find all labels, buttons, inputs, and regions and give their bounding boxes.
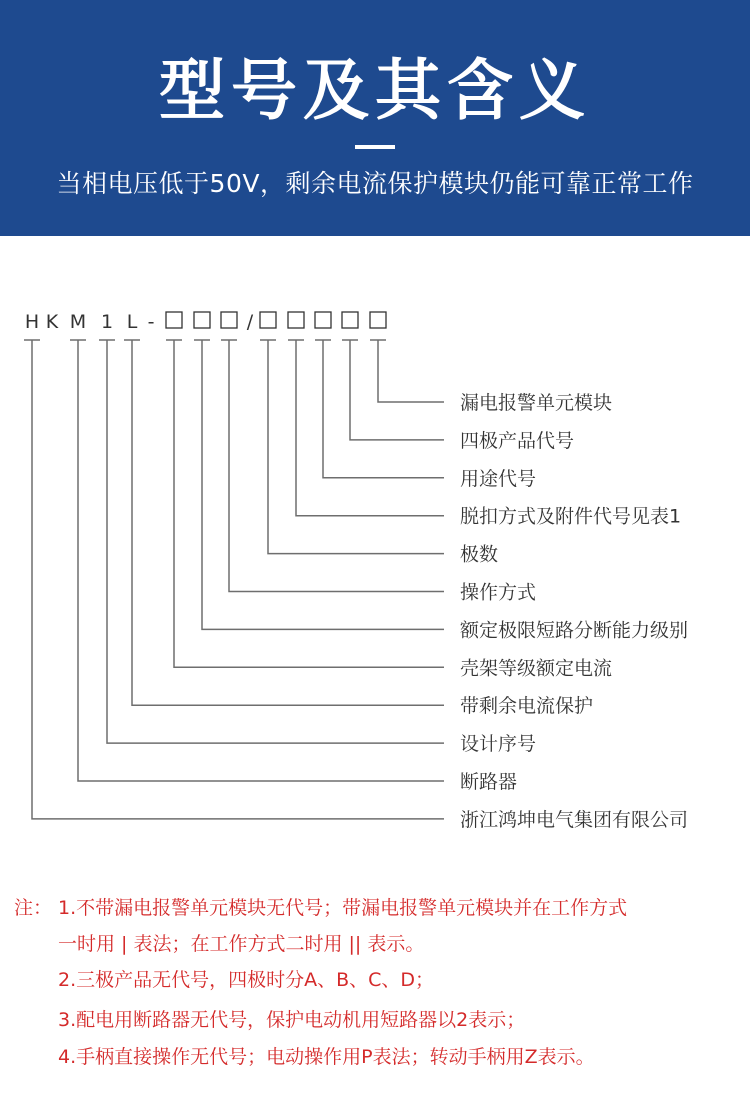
meaning-label: 极数 (460, 543, 499, 566)
note-line-1: 1.不带漏电报警单元模块无代号；带漏电报警单元模块并在工作方式 (58, 897, 628, 919)
code-placeholder-box (315, 312, 331, 328)
meaning-label: 断路器 (460, 771, 518, 793)
note-line-1-continued: 一时用 | 表法；在工作方式二时用 || 表示。 (58, 933, 425, 955)
code-character: L (126, 311, 138, 333)
note-line-4: 4.手柄直接操作无代号；电动操作用P表法；转动手柄用Z表示。 (58, 1046, 595, 1068)
page-title: 型号及其含义 (159, 52, 591, 129)
connector-line (378, 340, 444, 402)
code-character: - (147, 311, 155, 333)
connector-line (323, 340, 444, 478)
code-character: / (246, 311, 254, 333)
meaning-label: 设计序号 (460, 733, 537, 756)
model-code-row (25, 311, 386, 333)
meaning-label: 操作方式 (460, 581, 537, 604)
meaning-label: 漏电报警单元模块 (460, 392, 613, 414)
code-placeholder-box (166, 312, 182, 328)
connector-line (296, 340, 444, 516)
connector-line (174, 340, 444, 667)
connector-line (132, 340, 444, 705)
code-character: K (45, 311, 59, 333)
connector-line (350, 340, 444, 440)
connector-line (268, 340, 444, 554)
header-banner (0, 0, 750, 236)
meaning-label: 浙江鸿坤电气集团有限公司 (460, 808, 689, 831)
meaning-label: 四极产品代号 (460, 429, 575, 452)
code-placeholder-box (288, 312, 304, 328)
meaning-label: 用途代号 (460, 467, 537, 490)
meaning-label: 额定极限短路分断能力级别 (460, 619, 689, 642)
code-placeholder-box (342, 312, 358, 328)
code-character: 1 (100, 311, 114, 333)
code-placeholder-box (194, 312, 210, 328)
connector-lines (24, 340, 444, 819)
note-line-3: 3.配电用断路器无代号，保护电动机用短路器以2表示； (58, 1009, 526, 1031)
connector-line (32, 340, 444, 819)
page-subtitle: 当相电压低于50V，剩余电流保护模块仍能可靠正常工作 (56, 169, 694, 198)
note-line-2: 2.三极产品无代号，四极时分A、B、C、D； (58, 969, 435, 991)
code-character: H (24, 311, 40, 333)
meaning-label: 壳架等级额定电流 (460, 657, 613, 680)
code-placeholder-box (221, 312, 237, 328)
code-character: M (69, 311, 87, 333)
note-prefix: 注： (14, 897, 53, 919)
connector-line (107, 340, 444, 743)
connector-line (78, 340, 444, 781)
meaning-label: 脱扣方式及附件代号见表1 (460, 505, 682, 528)
meaning-label: 带剩余电流保护 (460, 695, 594, 718)
meaning-labels (460, 392, 688, 831)
model-code-diagram (0, 236, 750, 856)
title-divider (355, 145, 395, 149)
code-placeholder-box (370, 312, 386, 328)
code-placeholder-box (260, 312, 276, 328)
